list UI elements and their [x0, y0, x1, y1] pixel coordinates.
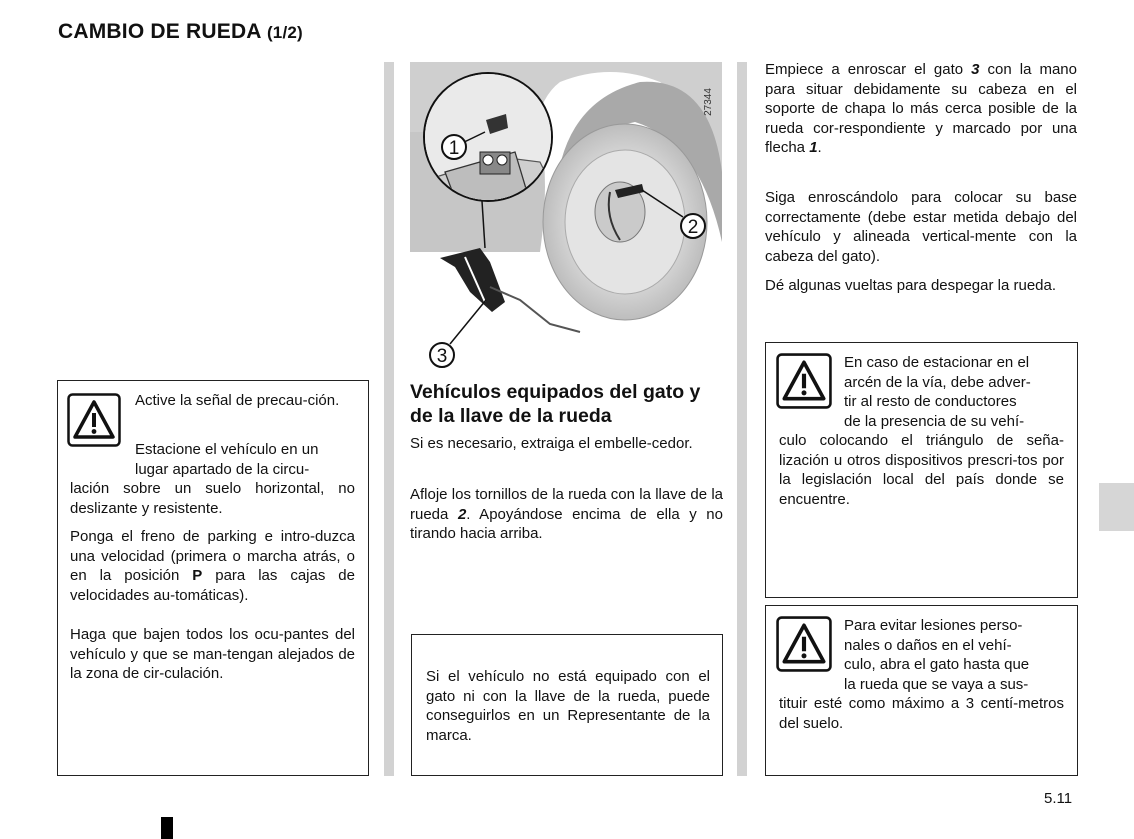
- info-box-text: Si el vehículo no está equipado con el gato ni con la llave de la rueda, puede conseguirlos en un Representante de la marca.: [426, 668, 710, 744]
- warning-left-text-1: Active la señal de precau-ción.: [135, 392, 340, 409]
- warning-right-1-rest: culo colocando el triángulo de seña-lización u otros dispositivos prescri-tos por la legislación local del país donde se encuentre.: [779, 432, 1064, 508]
- warning-left-text-2b: lugar apartado de la circu-: [135, 460, 310, 478]
- right-text-1b: con la mano para situar debidamente su cabeza en el soporte de chapa lo más cerca posible de la rueda cor-respondiente y marcado por una flecha: [765, 61, 1077, 156]
- page-title-part: (1/2): [266, 23, 303, 42]
- column-rule-left: [384, 62, 394, 776]
- section-text-2b: . Apoyándose encima de ella y no tirando hacia arriba.: [410, 505, 723, 542]
- right-text-1a: Empiece a enroscar el gato: [765, 61, 972, 78]
- right-text-1-bold-a: 3: [971, 61, 980, 78]
- warning-left-text-3-bold: P: [192, 567, 203, 584]
- warning-box-right-2: [765, 605, 1078, 776]
- section-text-2a: Afloje los tornillos de la rueda con la llave de la rueda: [410, 486, 723, 523]
- right-text-2: Siga enroscándolo para colocar su base correctamente (debe estar metida debajo del vehículo y alineada vertical-mente con la cabeza del gato).: [765, 189, 1077, 265]
- warning-right-1-line-1: En caso de estacionar en el: [844, 354, 1030, 371]
- right-text-1-bold-b: 1: [809, 139, 818, 156]
- warning-left-text-3: [70, 527, 355, 605]
- jack-illustration: [410, 62, 722, 370]
- page-number: 5.11: [1044, 790, 1073, 807]
- warning-right-2-line-2: nales o daños en el vehí-: [844, 636, 1012, 654]
- right-text-3: Dé algunas vueltas para despegar la rueda.: [765, 277, 1057, 294]
- warning-right-1-line-3: tir al resto de conductores: [844, 393, 1017, 410]
- warning-left-text-2a: Estacione el vehículo en un: [135, 441, 319, 458]
- warning-triangle-icon: [776, 353, 832, 409]
- print-mark: [161, 817, 173, 839]
- warning-left-text-3b: para las cajas de velocidades au-tomáticas).: [70, 567, 355, 604]
- callout-1: 1: [448, 138, 460, 159]
- section-text-2: [410, 485, 723, 544]
- warning-left-text-4: Haga que bajen todos los ocu-pantes del vehículo y que se man-tengan alejados de la zona de cir-culación.: [70, 626, 355, 682]
- warning-triangle-icon: [67, 393, 121, 447]
- section-tab: [1099, 483, 1134, 531]
- warning-box-left: [57, 380, 369, 776]
- warning-right-2-line-1: Para evitar lesiones perso-: [844, 617, 1023, 634]
- warning-right-2-rest: tituir esté como máximo a 3 centí-metros del suelo.: [779, 695, 1064, 732]
- warning-left-text-2c: lación sobre un suelo horizontal, no deslizante y resistente.: [70, 480, 355, 517]
- figure-reference-number: 27344: [703, 88, 714, 116]
- warning-box-right-1: [765, 342, 1078, 598]
- column-rule-right: [737, 62, 747, 776]
- section-heading: Vehículos equipados del gato y de la llave de la rueda: [410, 381, 701, 427]
- jack-illustration-drawing: [410, 62, 722, 370]
- section-text-1: Si es necesario, extraiga el embelle-cedor.: [410, 435, 693, 452]
- warning-right-2-line-4: la rueda que se vaya a sus-: [844, 675, 1029, 693]
- warning-right-1-line-2: arcén de la vía, debe adver-: [844, 373, 1031, 391]
- right-text-1: [765, 60, 1077, 158]
- callout-3: 3: [436, 346, 448, 367]
- callout-2: 2: [687, 217, 699, 238]
- warning-right-2-line-3: culo, abra el gato hasta que: [844, 656, 1030, 673]
- page-title-text: CAMBIO DE RUEDA: [58, 20, 261, 43]
- warning-right-1-line-4: de la presencia de su vehí-: [844, 412, 1025, 430]
- warning-triangle-icon: [776, 616, 832, 672]
- right-text-1c: .: [817, 139, 822, 156]
- page-title: [58, 20, 303, 44]
- warning-left-text-3a: Ponga el freno de parking e intro-duzca una velocidad (primera o marcha atrás, o en la posición: [70, 528, 355, 584]
- info-box: [411, 634, 723, 776]
- section-text-2-bold: 2: [457, 505, 467, 523]
